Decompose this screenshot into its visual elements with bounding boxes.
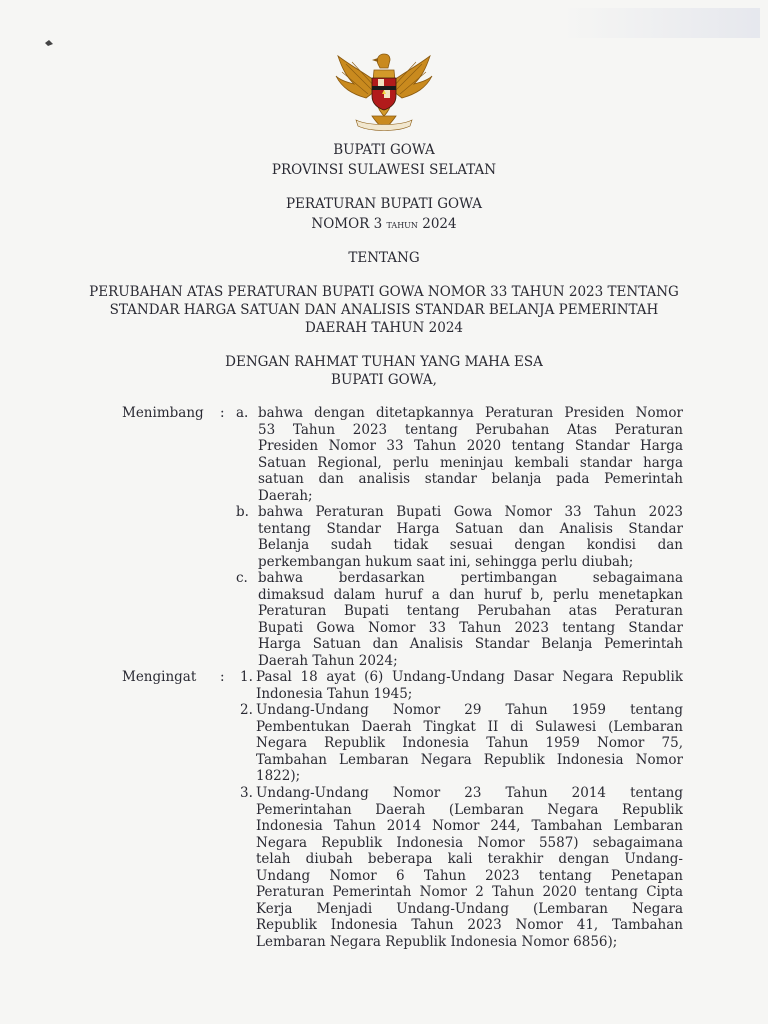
menimbang-item-c <box>258 570 683 669</box>
text-line: Belanja sudah tidak sesuai dengan kondisi dan <box>258 537 683 553</box>
text-line: Kerja Menjadi Undang-Undang (Lembaran Negara <box>256 900 683 917</box>
text-line: Peraturan Bupati tentang Perubahan atas Peraturan <box>258 603 683 619</box>
scan-shadow <box>560 8 760 38</box>
text-line: satuan dan analisis standar belanja pada Pemerintah <box>258 471 683 487</box>
mengingat-item-1 <box>256 669 683 702</box>
text-line: Undang Nomor 6 Tahun 2023 tentang Penetapan <box>256 867 683 884</box>
text-line: 1822); <box>256 768 301 784</box>
text-line: Republik Indonesia Tahun 2023 Nomor 41, Tambahan <box>256 917 683 933</box>
text-line: dimaksud dalam huruf a dan huruf b, perlu menetapkan <box>258 586 683 603</box>
item-marker-b: b. <box>236 504 249 520</box>
text-line: perkembangan hukum saat ini, sehingga perlu diubah; <box>258 553 634 570</box>
text-line: Indonesia Tahun 2014 Nomor 244, Tambahan Lembaran <box>256 818 683 834</box>
text-line: Pemerintahan Daerah (Lembaran Negara Republik <box>256 801 683 818</box>
number-year: 2024 <box>422 216 457 232</box>
text-line: Daerah Tahun 2024; <box>258 652 398 669</box>
text-line: Peraturan Pemerintah Nomor 2 Tahun 2020 tentang Cipta <box>256 884 683 900</box>
mengingat-item-3 <box>256 785 683 950</box>
text-line: Lembaran Negara Republik Indonesia Nomor 6856); <box>256 933 618 950</box>
number-prefix: NOMOR 3 <box>311 216 383 232</box>
blessing-line: DENGAN RAHMAT TUHAN YANG MAHA ESA <box>225 354 543 370</box>
menimbang-item-a <box>258 405 683 504</box>
regent-title: BUPATI GOWA <box>333 142 435 158</box>
text-line: bahwa berdasarkan pertimbangan sebagaimana <box>258 570 683 586</box>
text-line: Harga Satuan dan Analisis Standar Belanja Pemerintah <box>258 636 683 652</box>
item-marker-1: 1. <box>240 669 253 685</box>
text-line: Presiden Nomor 33 Tahun 2020 tentang Standar Harga <box>258 438 683 454</box>
text-line: Negara Republik Indonesia Tahun 1959 Nomor 75, <box>256 735 683 751</box>
text-line: Undang-Undang Nomor 23 Tahun 2014 tentang <box>256 785 683 801</box>
menimbang-colon: : <box>220 405 225 421</box>
province-title: PROVINSI SULAWESI SELATAN <box>271 162 497 178</box>
text-line: Pasal 18 ayat (6) Undang-Undang Dasar Negara Republik <box>256 669 683 685</box>
text-line: bahwa dengan ditetapkannya Peraturan Presiden Nomor <box>258 405 683 421</box>
about-heading: TENTANG <box>348 250 420 266</box>
item-marker-3: 3. <box>240 785 253 801</box>
text-line: telah diubah beberapa kali terakhir dengan Undang- <box>256 851 683 867</box>
text-line: Daerah; <box>258 487 313 504</box>
garuda-emblem-icon <box>332 46 436 138</box>
mengingat-colon: : <box>220 669 225 685</box>
text-line: bahwa Peraturan Bupati Gowa Nomor 33 Tahun 2023 <box>258 504 683 520</box>
regent-signatory: BUPATI GOWA, <box>331 372 437 388</box>
text-line: 53 Tahun 2023 tentang Perubahan Atas Peraturan <box>258 421 683 438</box>
text-line: Negara Republik Indonesia Nomor 5587) sebagaimana <box>256 834 683 851</box>
item-marker-a: a. <box>236 405 249 421</box>
menimbang-label: Menimbang <box>122 405 204 421</box>
item-marker-c: c. <box>236 570 248 586</box>
regulation-title: PERATURAN BUPATI GOWA <box>285 196 483 212</box>
mengingat-label: Mengingat <box>122 669 197 685</box>
mengingat-item-2 <box>256 702 683 785</box>
subject-line-3: DAERAH TAHUN 2024 <box>304 320 464 336</box>
text-line: Pembentukan Daerah Tingkat II di Sulawesi (Lembaran <box>256 718 683 735</box>
text-line: Satuan Regional, perlu meninjau kembali standar harga <box>258 454 683 471</box>
subject-line-2: STANDAR HARGA SATUAN DAN ANALISIS STANDAR BELANJA PEMERINTAH <box>109 302 659 318</box>
text-line: Tambahan Lembaran Negara Republik Indonesia Nomor <box>256 751 683 768</box>
subject-line-1: PERUBAHAN ATAS PERATURAN BUPATI GOWA NOMOR 33 TAHUN 2023 TENTANG <box>89 284 679 300</box>
text-line: tentang Standar Harga Satuan dan Analisis Standar <box>258 520 683 537</box>
text-line: Indonesia Tahun 1945; <box>256 685 413 702</box>
year-label: TAHUN <box>386 221 418 230</box>
menimbang-item-b <box>258 504 683 570</box>
text-line: Undang-Undang Nomor 29 Tahun 1959 tentang <box>256 702 683 718</box>
regulation-number <box>0 216 768 232</box>
scan-speck <box>45 40 53 46</box>
text-line: Bupati Gowa Nomor 33 Tahun 2023 tentang Standar <box>258 619 683 636</box>
item-marker-2: 2. <box>240 702 253 718</box>
